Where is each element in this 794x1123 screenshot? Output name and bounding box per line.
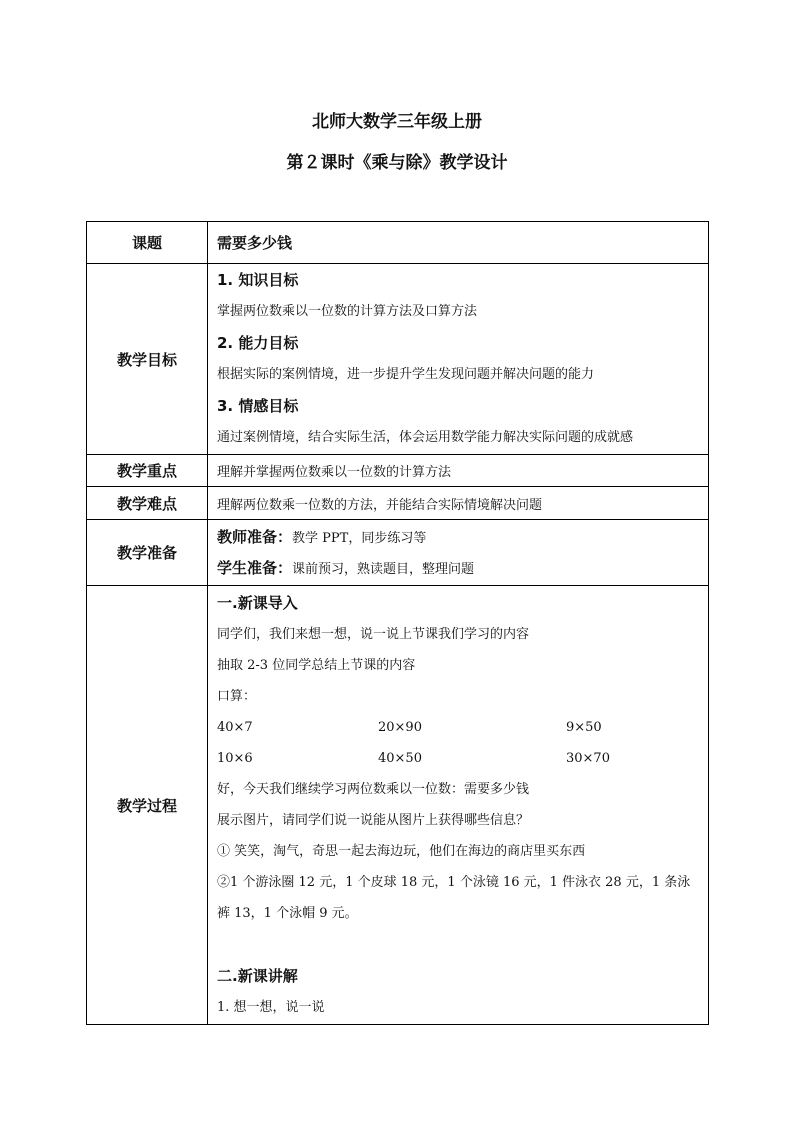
process-paragraph: 抽取 2-3 位同学总结上节课的内容	[217, 658, 416, 673]
calc-item: 10×6	[217, 751, 253, 766]
value-key-point: 理解并掌握两位数乘以一位数的计算方法	[208, 455, 709, 487]
calc-item: 40×50	[378, 751, 422, 766]
teacher-prep	[217, 522, 708, 553]
calc-row	[217, 712, 708, 743]
label-key-point: 教学重点	[87, 455, 208, 487]
document-subtitle: 第２课时《乘与除》教学设计	[286, 153, 508, 173]
value-objectives	[208, 264, 709, 455]
student-prep-value: 课前预习，熟读题目，整理问题	[292, 561, 475, 577]
calc-row	[217, 743, 708, 774]
value-preparation	[208, 520, 709, 586]
process-paragraph: 同学们，我们来想一想，说一说上节课我们学习的内容	[217, 627, 530, 642]
objective-heading: 1. 知识目标	[217, 270, 299, 289]
row-difficulty	[87, 487, 709, 520]
process-paragraph: ① 笑笑，淘气，奇思一起去海边玩，他们在海边的商店里买东西	[217, 844, 586, 859]
process-paragraph: 口算：	[217, 689, 257, 704]
process-paragraph: 展示图片，请同学们说一说能从图片上获得哪些信息？	[217, 813, 530, 828]
section-heading: 二.新课讲解	[217, 967, 298, 985]
row-topic	[87, 222, 709, 264]
calc-item: 30×70	[566, 751, 610, 766]
calc-item: 9×50	[566, 720, 602, 735]
row-preparation	[87, 520, 709, 586]
lesson-plan-table	[86, 221, 709, 1025]
label-preparation: 教学准备	[87, 520, 208, 586]
teacher-prep-label: 教师准备：	[217, 527, 293, 546]
spacer	[217, 929, 708, 961]
calc-item: 40×7	[217, 720, 253, 735]
section-heading: 一.新课导入	[217, 594, 298, 612]
student-prep	[217, 553, 708, 584]
row-process	[87, 586, 709, 1025]
objective-text: 通过案例情境，结合实际生活，体会运用数学能力解决实际问题的成就感	[217, 429, 634, 445]
objective-text: 根据实际的案例情境，进一步提升学生发现问题并解决问题的能力	[217, 366, 595, 382]
objective-heading: 3. 情感目标	[217, 396, 299, 415]
teacher-prep-value: 教学 PPT，同步练习等	[292, 530, 427, 546]
objective-text: 掌握两位数乘以一位数的计算方法及口算方法	[217, 303, 478, 319]
value-difficulty: 理解两位数乘一位数的方法，并能结合实际情境解决问题	[208, 487, 709, 520]
row-key-point	[87, 455, 709, 487]
label-topic: 课题	[87, 222, 208, 264]
process-paragraph: ②1 个游泳圈 12 元，1 个皮球 18 元，1 个泳镜 16 元，1 件泳衣 28 元，1 条泳裤 13，1 个泳帽 9 元。	[217, 875, 691, 921]
row-objectives	[87, 264, 709, 455]
document-title: 北师大数学三年级上册	[312, 112, 482, 132]
student-prep-label: 学生准备：	[217, 558, 293, 577]
label-objectives: 教学目标	[87, 264, 208, 455]
process-paragraph: 1. 想一想，说一说	[217, 1000, 325, 1015]
calc-item: 20×90	[378, 720, 422, 735]
label-difficulty: 教学难点	[87, 487, 208, 520]
value-topic: 需要多少钱	[208, 222, 709, 264]
objective-heading: 2. 能力目标	[217, 333, 299, 352]
label-process: 教学过程	[87, 586, 208, 1025]
value-process	[208, 586, 709, 1025]
process-paragraph: 好，今天我们继续学习两位数乘以一位数：需要多少钱	[217, 782, 530, 797]
